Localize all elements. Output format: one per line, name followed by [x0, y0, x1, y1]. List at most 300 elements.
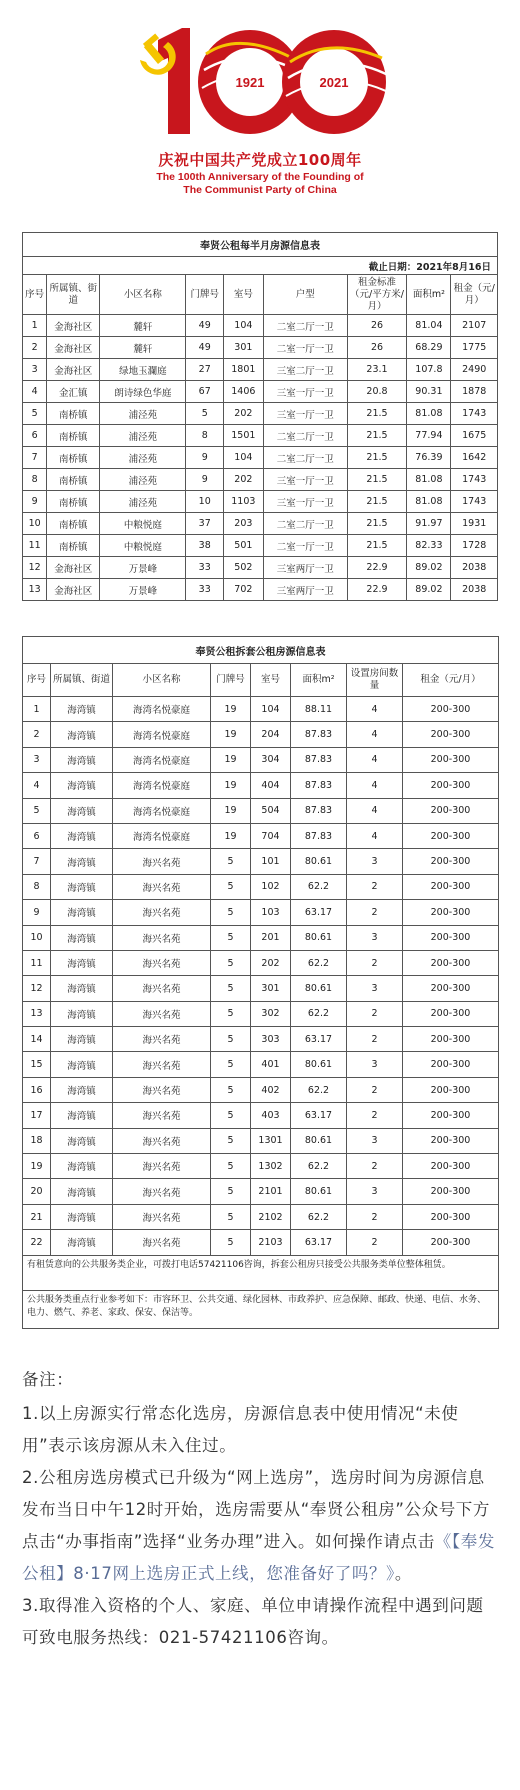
table1-title: 奉贤公租每半月房源信息表 [23, 233, 498, 257]
table-cell: 海兴名苑 [113, 976, 211, 1001]
table-cell: 19 [211, 722, 251, 747]
table-cell: 21.5 [347, 513, 407, 535]
table-cell: 2 [23, 722, 51, 747]
table-row [23, 798, 499, 823]
table-cell: 2 [347, 1001, 403, 1026]
table-cell: 海兴名苑 [113, 900, 211, 925]
table-cell: 金海社区 [47, 557, 100, 579]
table-cell: 404 [251, 773, 291, 798]
table-cell: 5 [211, 1052, 251, 1077]
anniversary-title-en [0, 171, 520, 197]
table-cell: 202 [223, 403, 263, 425]
table-cell: 海湾名悦豪庭 [113, 823, 211, 848]
anniversary-title-cn: 庆祝中国共产党成立100周年 [158, 151, 362, 169]
table-cell: 21.5 [347, 491, 407, 513]
table-cell: 200-300 [403, 722, 499, 747]
table-cell: 14 [23, 1027, 51, 1052]
table-cell: 21.5 [347, 403, 407, 425]
table-cell: 1878 [451, 381, 498, 403]
table-cell: 62.2 [291, 950, 347, 975]
table2-header-row [23, 664, 499, 697]
table-cell: 1301 [251, 1128, 291, 1153]
remark-item-1: 1.以上房源实行常态化选房，房源信息表中使用情况“未使用”表示该房源从未入住过。 [22, 1404, 459, 1455]
housing-table-biweekly [22, 232, 498, 601]
table-cell: 海兴名苑 [113, 1001, 211, 1026]
table-cell: 海湾镇 [51, 874, 113, 899]
table-row [23, 381, 498, 403]
table-cell: 1302 [251, 1154, 291, 1179]
table-cell: 4 [347, 697, 403, 722]
column-header: 序号 [23, 664, 51, 697]
remark-item-2-end: 。 [394, 1564, 412, 1583]
table-cell: 2 [347, 1154, 403, 1179]
table-cell: 海兴名苑 [113, 1154, 211, 1179]
table-cell: 三室一厅一卫 [263, 491, 347, 513]
online-selection-article-link[interactable]: 《【奉发公租】8·17网上选房正式上线，您准备好了吗？》 [22, 1532, 495, 1583]
table-cell: 80.61 [291, 1179, 347, 1204]
table-cell: 海湾名悦豪庭 [113, 773, 211, 798]
table-cell: 3 [347, 925, 403, 950]
table-cell: 三室两厅一卫 [263, 557, 347, 579]
table-cell: 80.61 [291, 976, 347, 1001]
table-row [23, 1001, 499, 1026]
table-cell: 海兴名苑 [113, 1052, 211, 1077]
table-cell: 5 [211, 925, 251, 950]
table-cell: 二室二厅一卫 [263, 425, 347, 447]
table-cell: 海兴名苑 [113, 849, 211, 874]
table-cell: 200-300 [403, 773, 499, 798]
table-cell: 87.83 [291, 798, 347, 823]
table-cell: 301 [223, 337, 263, 359]
table-cell: 101 [251, 849, 291, 874]
table-cell: 89.02 [407, 579, 451, 601]
table-cell: 2 [23, 337, 47, 359]
table-cell: 20 [23, 1179, 51, 1204]
table-cell: 浦泾苑 [100, 403, 186, 425]
table-cell: 77.94 [407, 425, 451, 447]
table-cell: 浦泾苑 [100, 447, 186, 469]
table-cell: 海湾镇 [51, 747, 113, 772]
table-cell: 3 [347, 1179, 403, 1204]
table-cell: 金海社区 [47, 315, 100, 337]
table-cell: 302 [251, 1001, 291, 1026]
remarks-label: 备注： [22, 1370, 74, 1389]
table-cell: 200-300 [403, 697, 499, 722]
table-cell: 80.61 [291, 925, 347, 950]
table-cell: 76.39 [407, 447, 451, 469]
table-cell: 8 [23, 469, 47, 491]
table-row [23, 823, 499, 848]
table-cell: 89.02 [407, 557, 451, 579]
table-cell: 200-300 [403, 874, 499, 899]
table-cell: 5 [211, 1204, 251, 1229]
table-cell: 6 [23, 425, 47, 447]
table-cell: 南桥镇 [47, 469, 100, 491]
year-1921: 1921 [235, 75, 265, 90]
table-cell: 海湾镇 [51, 900, 113, 925]
table2-note-industries: 公共服务类重点行业参考如下：市容环卫、公共交通、绿化园林、市政养护、应急保障、邮政、快递、电信、水务、电力、燃气、养老、家政、保安、保洁等。 [23, 1290, 499, 1328]
table-cell: 304 [251, 747, 291, 772]
table-cell: 南桥镇 [47, 513, 100, 535]
table-cell: 2107 [451, 315, 498, 337]
table-cell: 南桥镇 [47, 491, 100, 513]
table-cell: 海湾镇 [51, 773, 113, 798]
table-cell: 1801 [223, 359, 263, 381]
table-cell: 5 [211, 900, 251, 925]
table-row [23, 359, 498, 381]
table-cell: 13 [23, 579, 47, 601]
table-row [23, 579, 498, 601]
logo-digit-one [158, 28, 190, 134]
table-cell: 3 [347, 976, 403, 1001]
table-row [23, 1179, 499, 1204]
table-row [23, 976, 499, 1001]
column-header: 室号 [223, 275, 263, 315]
table-cell: 1775 [451, 337, 498, 359]
table-cell: 80.61 [291, 1052, 347, 1077]
table-cell: 87.83 [291, 722, 347, 747]
table-cell: 63.17 [291, 900, 347, 925]
table-cell: 11 [23, 535, 47, 557]
table-cell: 202 [223, 469, 263, 491]
table-cell: 海湾名悦豪庭 [113, 722, 211, 747]
table-cell: 3 [347, 849, 403, 874]
table-cell: 10 [186, 491, 224, 513]
table-cell: 13 [23, 1001, 51, 1026]
table-cell: 5 [211, 1027, 251, 1052]
table-cell: 200-300 [403, 798, 499, 823]
table-cell: 2 [347, 874, 403, 899]
table-cell: 203 [223, 513, 263, 535]
table-cell: 5 [23, 403, 47, 425]
table-cell: 麓轩 [100, 315, 186, 337]
anniversary-title-en-line2: The Communist Party of China [183, 184, 337, 196]
table-cell: 5 [211, 1230, 251, 1255]
table-cell: 金海社区 [47, 579, 100, 601]
column-header: 小区名称 [113, 664, 211, 697]
table-cell: 81.08 [407, 469, 451, 491]
table-cell: 三室一厅一卫 [263, 381, 347, 403]
table-cell: 海兴名苑 [113, 874, 211, 899]
table-row [23, 337, 498, 359]
table-cell: 18 [23, 1128, 51, 1153]
anniversary-banner [0, 0, 520, 222]
table-cell: 海湾镇 [51, 798, 113, 823]
table-cell: 16 [23, 1077, 51, 1102]
table-cell: 海湾镇 [51, 1052, 113, 1077]
remark-item-2 [22, 1462, 500, 1590]
table-cell: 海兴名苑 [113, 1103, 211, 1128]
remark-item-2-text: 2.公租房选房模式已升级为“网上选房”，选房时间为房源信息发布当日中午12时开始，选房需要从“奉贤公租房”公众号下方点击“办事指南”选择“业务办理”进入。如何操作请点击 [22, 1468, 490, 1551]
table-cell: 浦泾苑 [100, 425, 186, 447]
anniversary-title-en-line1: The 100th Anniversary of the Founding of [156, 171, 364, 183]
table-cell: 200-300 [403, 1230, 499, 1255]
column-header: 租金（元/月） [403, 664, 499, 697]
table-cell: 22 [23, 1230, 51, 1255]
table-cell: 200-300 [403, 976, 499, 1001]
table-cell: 12 [23, 557, 47, 579]
column-header: 小区名称 [100, 275, 186, 315]
table-cell: 200-300 [403, 1052, 499, 1077]
table-cell: 浦泾苑 [100, 469, 186, 491]
table-cell: 62.2 [291, 1204, 347, 1229]
table-cell: 1 [23, 697, 51, 722]
table-cell: 401 [251, 1052, 291, 1077]
table-cell: 62.2 [291, 1077, 347, 1102]
table-cell: 4 [347, 798, 403, 823]
table-cell: 4 [347, 823, 403, 848]
table-cell: 82.33 [407, 535, 451, 557]
column-header: 所属镇、街道 [51, 664, 113, 697]
table-cell: 6 [23, 823, 51, 848]
table-cell: 22.9 [347, 579, 407, 601]
table-cell: 9 [23, 491, 47, 513]
table-row [23, 425, 498, 447]
table-cell: 62.2 [291, 874, 347, 899]
table-cell: 南桥镇 [47, 425, 100, 447]
table-cell: 海湾镇 [51, 1179, 113, 1204]
table-cell: 2 [347, 1103, 403, 1128]
table-row [23, 491, 498, 513]
table-cell: 7 [23, 849, 51, 874]
table-cell: 海湾镇 [51, 722, 113, 747]
table-cell: 19 [211, 747, 251, 772]
table-cell: 金海社区 [47, 337, 100, 359]
table-cell: 9 [186, 469, 224, 491]
table-cell: 12 [23, 976, 51, 1001]
table-cell: 中粮悦庭 [100, 535, 186, 557]
table-cell: 5 [211, 1154, 251, 1179]
table-row [23, 1128, 499, 1153]
table-cell: 1 [23, 315, 47, 337]
table-cell: 三室一厅一卫 [263, 469, 347, 491]
remark-item-3: 3.取得准入资格的个人、家庭、单位申请操作流程中遇到问题可致电服务热线：021-57421106咨询。 [22, 1596, 484, 1647]
year-2021: 2021 [319, 75, 349, 90]
table-cell: 38 [186, 535, 224, 557]
table-cell: 金汇镇 [47, 381, 100, 403]
table-cell: 502 [223, 557, 263, 579]
table-cell: 2 [347, 1027, 403, 1052]
table-cell: 海湾镇 [51, 849, 113, 874]
table-row [23, 1077, 499, 1102]
table-cell: 81.08 [407, 491, 451, 513]
table-row [23, 950, 499, 975]
table-cell: 海湾镇 [51, 950, 113, 975]
table-cell: 22.9 [347, 557, 407, 579]
table-cell: 万景峰 [100, 557, 186, 579]
table-cell: 90.31 [407, 381, 451, 403]
table-row [23, 874, 499, 899]
table-cell: 87.83 [291, 747, 347, 772]
table-cell: 87.83 [291, 823, 347, 848]
table-cell: 5 [211, 1001, 251, 1026]
table-cell: 204 [251, 722, 291, 747]
table-cell: 中粮悦庭 [100, 513, 186, 535]
column-header: 设置房间数量 [347, 664, 403, 697]
table-cell: 2102 [251, 1204, 291, 1229]
table-cell: 81.04 [407, 315, 451, 337]
table-cell: 1743 [451, 403, 498, 425]
table-cell: 702 [223, 579, 263, 601]
table-cell: 海湾镇 [51, 925, 113, 950]
table-cell: 63.17 [291, 1230, 347, 1255]
table-cell: 21 [23, 1204, 51, 1229]
table-cell: 海湾名悦豪庭 [113, 747, 211, 772]
table-row [23, 1154, 499, 1179]
table-cell: 23.1 [347, 359, 407, 381]
table-cell: 303 [251, 1027, 291, 1052]
table-cell: 2490 [451, 359, 498, 381]
table-cell: 2 [347, 1204, 403, 1229]
table-cell: 33 [186, 557, 224, 579]
table-cell: 200-300 [403, 1204, 499, 1229]
table-row [23, 722, 499, 747]
table-cell: 37 [186, 513, 224, 535]
table-cell: 5 [211, 1077, 251, 1102]
table-cell: 104 [223, 315, 263, 337]
table-cell: 402 [251, 1077, 291, 1102]
table-cell: 200-300 [403, 925, 499, 950]
table-row [23, 1027, 499, 1052]
table-cell: 万景峰 [100, 579, 186, 601]
table-cell: 海兴名苑 [113, 1077, 211, 1102]
housing-table-shared [22, 636, 499, 1329]
column-header: 所属镇、街道 [47, 275, 100, 315]
table-cell: 21.5 [347, 535, 407, 557]
table-cell: 21.5 [347, 447, 407, 469]
table-cell: 2101 [251, 1179, 291, 1204]
table-row [23, 1052, 499, 1077]
table-cell: 21.5 [347, 425, 407, 447]
table-cell: 200-300 [403, 747, 499, 772]
column-header: 室号 [251, 664, 291, 697]
table-cell: 5 [211, 976, 251, 1001]
table-cell: 27 [186, 359, 224, 381]
table-cell: 1743 [451, 491, 498, 513]
table-cell: 62.2 [291, 1154, 347, 1179]
column-header: 序号 [23, 275, 47, 315]
table-cell: 9 [23, 900, 51, 925]
table-cell: 200-300 [403, 1154, 499, 1179]
table-cell: 19 [23, 1154, 51, 1179]
table-cell: 80.61 [291, 849, 347, 874]
table-cell: 海湾镇 [51, 1077, 113, 1102]
table-cell: 二室一厅一卫 [263, 337, 347, 359]
centenary-logo [0, 0, 520, 150]
table-cell: 三室两厅一卫 [263, 579, 347, 601]
table-cell: 5 [211, 874, 251, 899]
table-cell: 91.97 [407, 513, 451, 535]
table-row [23, 697, 499, 722]
table-cell: 403 [251, 1103, 291, 1128]
table-cell: 21.5 [347, 469, 407, 491]
table-cell: 19 [211, 773, 251, 798]
table-cell: 二室二厅一卫 [263, 513, 347, 535]
table-cell: 19 [211, 697, 251, 722]
table-cell: 301 [251, 976, 291, 1001]
table1-header-row [23, 275, 498, 315]
table-cell: 1642 [451, 447, 498, 469]
table-cell: 10 [23, 513, 47, 535]
table-cell: 3 [347, 1052, 403, 1077]
table-cell: 海湾镇 [51, 823, 113, 848]
table-cell: 2 [347, 950, 403, 975]
table-cell: 200-300 [403, 823, 499, 848]
table-cell: 二室二厅一卫 [263, 315, 347, 337]
table-cell: 200-300 [403, 900, 499, 925]
table-cell: 1743 [451, 469, 498, 491]
table-cell: 5 [211, 1128, 251, 1153]
logo-ring-right [282, 30, 388, 134]
table-cell: 二室一厅一卫 [263, 535, 347, 557]
table-cell: 81.08 [407, 403, 451, 425]
table-cell: 200-300 [403, 950, 499, 975]
table-cell: 1728 [451, 535, 498, 557]
table-cell: 33 [186, 579, 224, 601]
table-cell: 104 [223, 447, 263, 469]
table-cell: 海湾镇 [51, 1103, 113, 1128]
table-cell: 200-300 [403, 1001, 499, 1026]
table-cell: 海湾镇 [51, 697, 113, 722]
table-cell: 南桥镇 [47, 447, 100, 469]
table-cell: 海湾镇 [51, 1230, 113, 1255]
table-row [23, 315, 498, 337]
table-cell: 63.17 [291, 1103, 347, 1128]
table-cell: 4 [347, 722, 403, 747]
table-cell: 19 [211, 823, 251, 848]
table-cell: 87.83 [291, 773, 347, 798]
table-cell: 63.17 [291, 1027, 347, 1052]
table-row [23, 447, 498, 469]
table-row [23, 900, 499, 925]
table-cell: 三室二厅一卫 [263, 359, 347, 381]
table-cell: 4 [23, 773, 51, 798]
table-cell: 68.29 [407, 337, 451, 359]
table-cell: 15 [23, 1052, 51, 1077]
table-row [23, 403, 498, 425]
table-cell: 2 [347, 900, 403, 925]
table-cell: 200-300 [403, 1027, 499, 1052]
table-cell: 海兴名苑 [113, 1027, 211, 1052]
column-header: 门牌号 [211, 664, 251, 697]
table-cell: 11 [23, 950, 51, 975]
column-header: 租金（元/月） [451, 275, 498, 315]
table-cell: 4 [347, 747, 403, 772]
table-cell: 浦泾苑 [100, 491, 186, 513]
table-cell: 海湾镇 [51, 1204, 113, 1229]
table-cell: 绿地玉瀾庭 [100, 359, 186, 381]
table-cell: 3 [23, 747, 51, 772]
table-row [23, 557, 498, 579]
table-cell: 67 [186, 381, 224, 403]
table-cell: 200-300 [403, 1179, 499, 1204]
table-row [23, 1204, 499, 1229]
table-cell: 80.61 [291, 1128, 347, 1153]
table-cell: 5 [211, 1179, 251, 1204]
table-cell: 704 [251, 823, 291, 848]
table-cell: 2038 [451, 557, 498, 579]
table-cell: 26 [347, 315, 407, 337]
table-cell: 海湾镇 [51, 1128, 113, 1153]
table-row [23, 1103, 499, 1128]
table-row [23, 469, 498, 491]
table-cell: 南桥镇 [47, 403, 100, 425]
table-cell: 二室二厅一卫 [263, 447, 347, 469]
table-cell: 88.11 [291, 697, 347, 722]
table-cell: 2038 [451, 579, 498, 601]
table-cell: 2 [347, 1230, 403, 1255]
table-cell: 南桥镇 [47, 535, 100, 557]
